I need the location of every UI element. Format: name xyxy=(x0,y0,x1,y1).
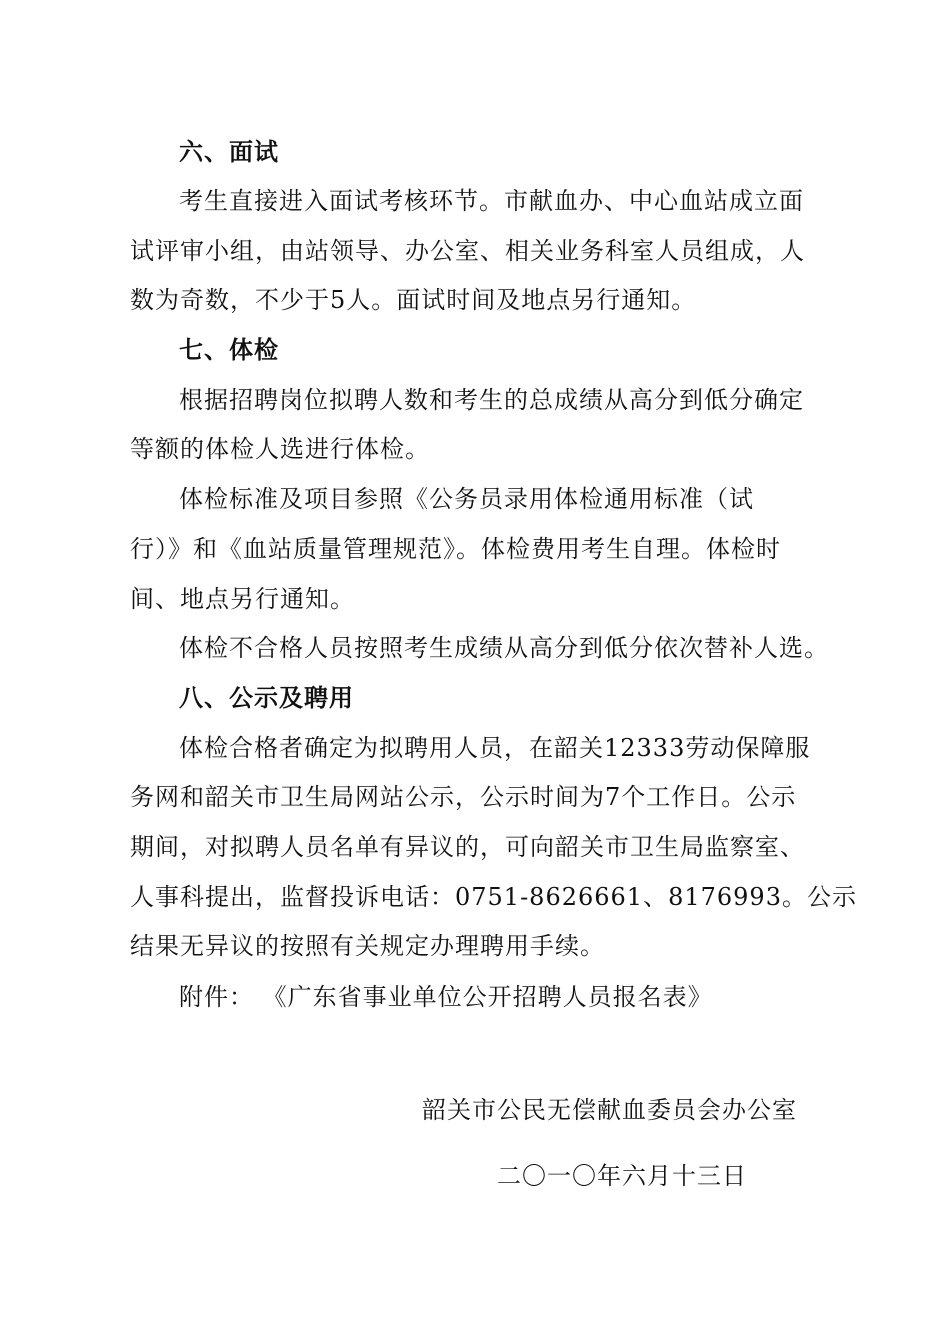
paragraph-line: 体检标准及项目参照《公务员录用体检通用标准（试 xyxy=(179,485,754,513)
paragraph-line: 数为奇数，不少于5人。面试时间及地点另行通知。 xyxy=(130,286,697,314)
paragraph-line: 根据招聘岗位拟聘人数和考生的总成绩从高分到低分确定 xyxy=(179,386,804,414)
paragraph-line: 间、地点另行通知。 xyxy=(130,585,355,613)
paragraph-line: 等额的体检人选进行体检。 xyxy=(130,435,430,463)
section-6-heading: 六、面试 xyxy=(179,137,279,166)
attachment-line: 附件： 《广东省事业单位公开招聘人员报名表》 xyxy=(179,983,713,1011)
signature-org: 韶关市公民无偿献血委员会办公室 xyxy=(422,1096,797,1124)
paragraph-line: 体检不合格人员按照考生成绩从高分到低分依次替补人选。 xyxy=(179,634,829,662)
paragraph-line: 体检合格者确定为拟聘用人员，在韶关12333劳动保障服 xyxy=(179,734,811,762)
paragraph-line: 试评审小组，由站领导、办公室、相关业务科室人员组成，人 xyxy=(130,237,805,265)
paragraph-line: 人事科提出，监督投诉电话：0751-8626661、8176993。公示 xyxy=(130,883,857,911)
section-7-heading: 七、体检 xyxy=(179,335,279,364)
section-8-heading: 八、公示及聘用 xyxy=(179,683,354,712)
signature-date: 二〇一〇年六月十三日 xyxy=(497,1162,747,1190)
paragraph-line: 结果无异议的按照有关规定办理聘用手续。 xyxy=(130,932,605,960)
paragraph-line: 考生直接进入面试考核环节。市献血办、中心血站成立面 xyxy=(179,187,804,215)
paragraph-line: 务网和韶关市卫生局网站公示，公示时间为7个工作日。公示 xyxy=(130,783,797,811)
paragraph-line: 期间，对拟聘人员名单有异议的，可向韶关市卫生局监察室、 xyxy=(130,833,805,861)
paragraph-line: 行）》和《血站质量管理规范》。体检费用考生自理。体检时 xyxy=(130,535,781,563)
